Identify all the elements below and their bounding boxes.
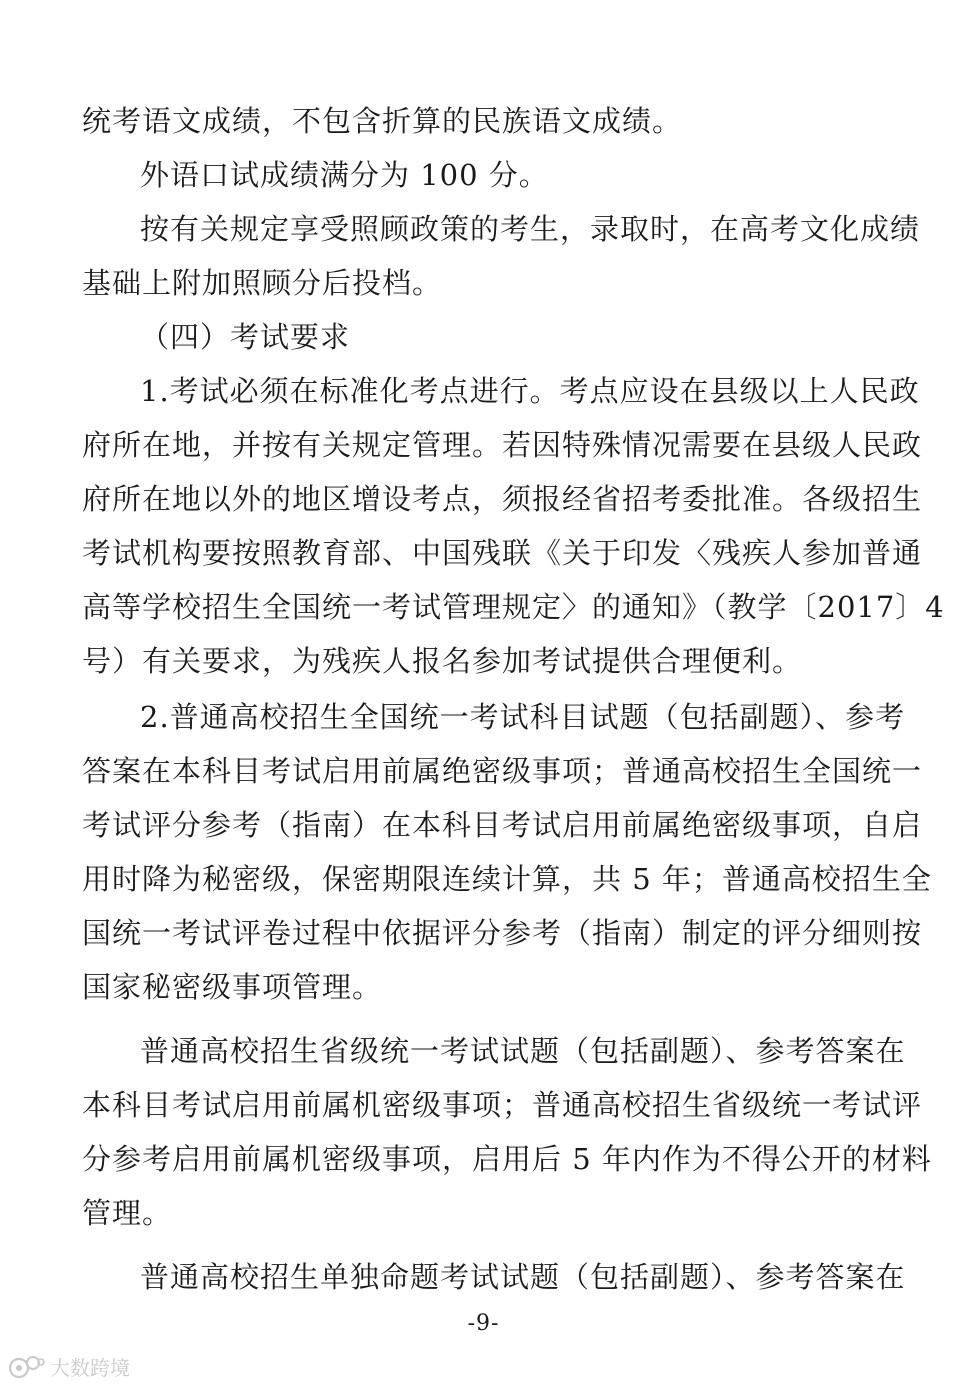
text-line: 统考语文成绩，不包含折算的民族语文成绩。 (82, 104, 683, 138)
watermark-text: 大数跨境 (50, 1356, 130, 1380)
text-line: 答案在本科目考试启用前属绝密级事项；普通高校招生全国统一 (82, 754, 923, 788)
text-line: 府所在地以外的地区增设考点，须报经省招考委批准。各级招生 (82, 482, 923, 516)
text-line: 普通高校招生省级统一考试试题（包括副题）、参考答案在 (140, 1034, 906, 1068)
text-line: 号）有关要求，为残疾人报名参加考试提供合理便利。 (82, 644, 803, 678)
text-line: 外语口试成绩满分为 100 分。 (140, 158, 549, 192)
text-line: 本科目考试启用前属机密级事项；普通高校招生省级统一考试评 (82, 1088, 923, 1122)
weibo-style-logo-icon (8, 1354, 46, 1380)
text-line: 高等学校招生全国统一考试管理规定〉的通知》（教学〔2017〕4 (82, 590, 945, 624)
text-line: 国家秘密级事项管理。 (82, 970, 383, 1004)
document-body (82, 94, 945, 1304)
text-line: 管理。 (82, 1196, 173, 1230)
text-line: 考试机构要按照教育部、中国残联《关于印发〈残疾人参加普通 (82, 536, 923, 570)
text-line: 考试评分参考（指南）在本科目考试启用前属绝密级事项，自启 (82, 808, 923, 842)
watermark (8, 1352, 130, 1381)
text-line: 普通高校招生单独命题考试试题（包括副题）、参考答案在 (140, 1260, 906, 1294)
text-line: 国统一考试评卷过程中依据评分参考（指南）制定的评分细则按 (82, 916, 923, 950)
page-number: -9- (467, 1311, 500, 1336)
text-line: 基础上附加照顾分后投档。 (82, 266, 443, 300)
text-line: 1.考试必须在标准化考点进行。考点应设在县级以上人民政 (140, 374, 920, 408)
text-line: 分参考启用前属机密级事项，启用后 5 年内作为不得公开的材料 (82, 1142, 932, 1176)
text-line: 2.普通高校招生全国统一考试科目试题（包括副题）、参考 (140, 700, 906, 734)
text-line: 用时降为秘密级，保密期限连续计算，共 5 年；普通高校招生全 (82, 862, 932, 896)
text-line: 府所在地，并按有关规定管理。若因特殊情况需要在县级人民政 (82, 428, 923, 462)
section-heading: （四）考试要求 (140, 320, 351, 354)
text-line: 按有关规定享受照顾政策的考生，录取时，在高考文化成绩 (140, 212, 921, 246)
